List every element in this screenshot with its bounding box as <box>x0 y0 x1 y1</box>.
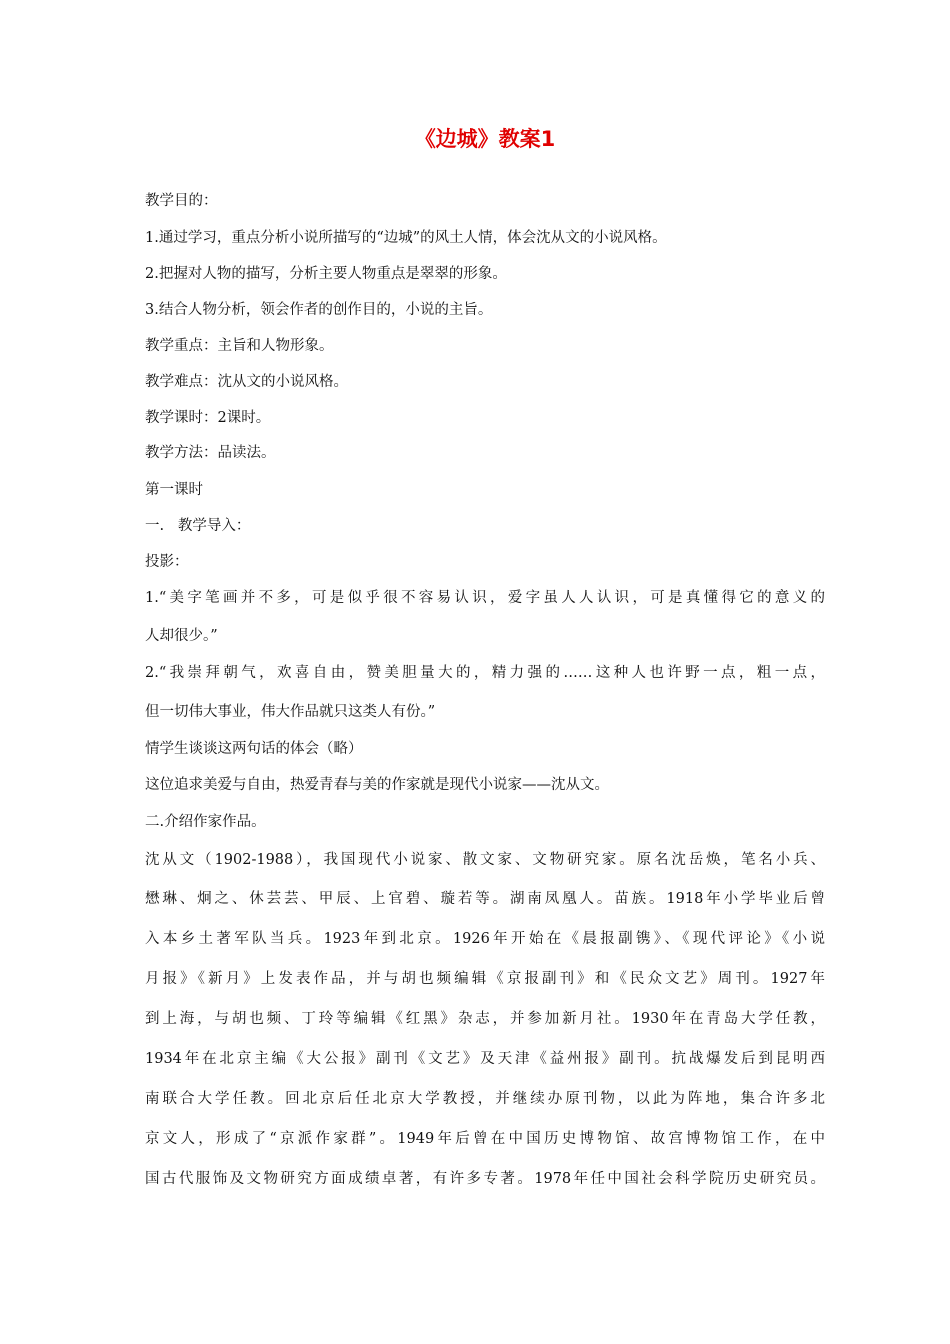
section-heading: 一. 教学导入： <box>145 518 251 534</box>
text-line: 月报》《新月》上发表作品，并与胡也频编辑《京报副刊》和《民众文艺》周刊。1927年 <box>145 971 825 987</box>
text-line: 到上海，与胡也频、丁玲等编辑《红黑》杂志，并参加新月社。1930年在青岛大学任教， <box>145 1011 825 1027</box>
text-line: 懋琳、炯之、休芸芸、甲辰、上官碧、璇若等。湖南凤凰人。苗族。1918年小学毕业后曾 <box>145 891 825 907</box>
text-line: 教学课时：2课时。 <box>145 410 271 426</box>
text-line: 沈从文（1902-1988），我国现代小说家、散文家、文物研究家。原名沈岳焕，笔名小兵、 <box>145 852 825 868</box>
text-line: 教学目的： <box>145 193 218 209</box>
text-line: 教学难点：沈从文的小说风格。 <box>145 374 348 390</box>
text-line: 但一切伟大事业，伟大作品就只这类人有份。” <box>145 704 436 720</box>
text-line: 入本乡土著军队当兵。1923年到北京。1926年开始在《晨报副镌》、《现代评论》《小说 <box>145 931 825 947</box>
text-line: 人却很少。” <box>145 628 218 644</box>
text-line: 1.“美字笔画并不多，可是似乎很不容易认识，爱字虽人人认识，可是真懂得它的意义的 <box>145 590 825 606</box>
document-page <box>145 0 825 1344</box>
document-title: 《边城》教案1 <box>414 127 556 151</box>
text-line: 南联合大学任教。回北京后任北京大学教授，并继续办原刊物，以此为阵地，集合许多北 <box>145 1091 825 1107</box>
text-line: 1934年在北京主编《大公报》副刊《文艺》及天津《益州报》副刊。抗战爆发后到昆明西 <box>145 1051 825 1067</box>
text-line: 1.通过学习，重点分析小说所描写的“边城”的风土人情，体会沈从文的小说风格。 <box>145 230 667 246</box>
text-line: 投影： <box>145 554 189 570</box>
text-line: 2.把握对人物的描写，分析主要人物重点是翠翠的形象。 <box>145 266 507 282</box>
text-line: 国古代服饰及文物研究方面成绩卓著，有许多专著。1978年任中国社会科学院历史研究员。 <box>145 1171 825 1187</box>
text-line: 这位追求美爱与自由，热爱青春与美的作家就是现代小说家——沈从文。 <box>145 777 609 793</box>
text-line: 教学方法：品读法。 <box>145 445 276 461</box>
text-line: 2.“我崇拜朝气，欢喜自由，赞美胆量大的，精力强的……这种人也许野一点，粗一点， <box>145 665 825 681</box>
text-line: 京文人，形成了“京派作家群”。1949年后曾在中国历史博物馆、故宫博物馆工作，在中 <box>145 1131 825 1147</box>
section-heading: 第一课时 <box>145 482 203 498</box>
text-line: 情学生谈谈这两句话的体会（略） <box>145 741 363 757</box>
text-line: 3.结合人物分析，领会作者的创作目的，小说的主旨。 <box>145 302 493 318</box>
text-line: 教学重点：主旨和人物形象。 <box>145 338 334 354</box>
section-heading: 二.介绍作家作品。 <box>145 814 266 830</box>
